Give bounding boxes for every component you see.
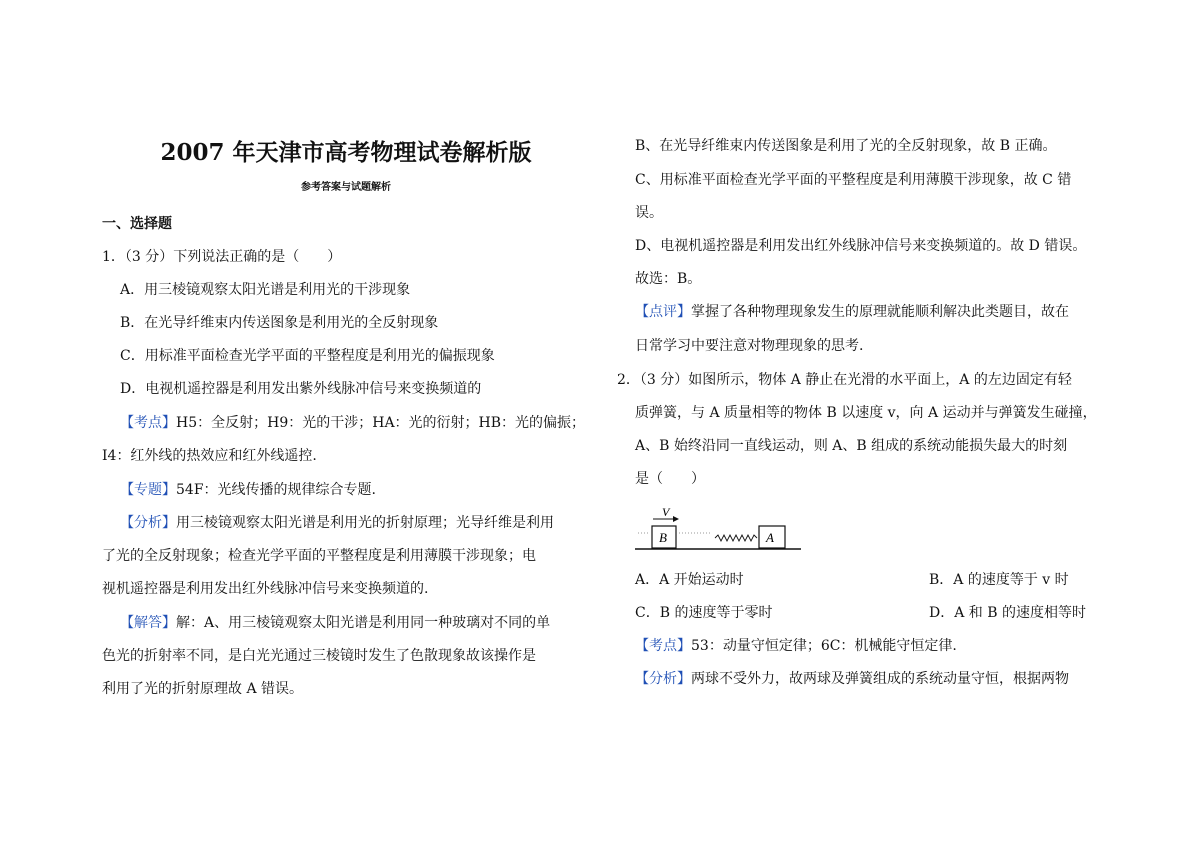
q1-jieda-l6: 误。 [635,205,663,221]
q2-stem-l4: 是（ ） [635,471,705,487]
q1-fenxi-l2: 了光的全反射现象；检查光学平面的平整程度是利用薄膜干涉现象；电 [102,548,536,564]
q2-option-b: B．A 的速度等于 v 时 [929,572,1069,588]
q2-fenxi-text: 两球不受外力，故两球及弹簧组成的系统动量守恒，根据两物 [691,671,1069,687]
fenxi-text: 用三棱镜观察太阳光谱是利用光的折射原理；光导纤维是利用 [176,515,554,531]
fenxi-tag: 【分析】 [120,515,176,531]
q1-fenxi [120,513,554,533]
q1-kaodian [120,413,585,433]
q1-jieda-l2: 色光的折射率不同，是白光光通过三棱镜时发生了色散现象故该操作是 [102,648,536,664]
q1-jieda [120,613,550,633]
q2-stem-l1: 2．（3 分）如图所示，物体 A 静止在光滑的水平面上，A 的左边固定有轻 [617,372,1072,388]
q1-jieda-l7: D、电视机遥控器是利用发出红外线脉冲信号来变换频道的。故 D 错误。 [635,238,1087,254]
q1-option-a: A．用三棱镜观察太阳光谱是利用光的干涉现象 [120,282,411,298]
q1-dianping-l2: 日常学习中要注意对物理现象的思考. [635,338,864,354]
q2-option-d: D．A 和 B 的速度相等时 [929,605,1086,621]
q2-figure [635,505,805,555]
dianping-tag: 【点评】 [635,304,691,320]
q1-kaodian-cont: I4：红外线的热效应和红外线遥控. [102,448,317,464]
q2-kaodian [635,636,957,656]
q2-stem-l3: A、B 始终沿同一直线运动，则 A、B 组成的系统动能损失最大的时刻 [635,438,1068,454]
section-heading: 一、选择题 [102,216,172,232]
dianping-text: 掌握了各种物理现象发生的原理就能顺利解决此类题目，故在 [691,304,1069,320]
jieda-text: 解：A、用三棱镜观察太阳光谱是利用同一种玻璃对不同的单 [176,615,551,631]
page-subtitle: 参考答案与试题解析 [301,182,391,193]
block-b-label: B [659,530,667,545]
zhuanti-tag: 【专题】 [120,482,176,498]
q1-dianping [635,302,1069,322]
page-title: 2007 年天津市高考物理试卷解析版 [160,139,532,166]
q1-jieda-l4: B、在光导纤维束内传送图象是利用了光的全反射现象，故 B 正确。 [635,138,1057,154]
block-a-label: A [766,530,774,545]
q2-stem-l2: 质弹簧，与 A 质量相等的物体 B 以速度 v，向 A 运动并与弹簧发生碰撞， [635,405,1097,421]
q2-option-c: C．B 的速度等于零时 [635,605,773,621]
q1-fenxi-l3: 视机遥控器是利用发出红外线脉冲信号来变换频道的. [102,581,429,597]
q2-option-a: A．A 开始运动时 [635,572,744,588]
q1-jieda-l3: 利用了光的折射原理故 A 错误。 [102,681,304,697]
q1-jieda-l5: C、用标准平面检查光学平面的平整程度是利用薄膜干涉现象，故 C 错 [635,172,1072,188]
q1-zhuanti [120,480,376,500]
kaodian-text: H5：全反射；H9：光的干涉；HA：光的衍射；HB：光的偏振； [176,415,586,431]
zhuanti-text: 54F：光线传播的规律综合专题. [176,482,376,498]
jieda-tag: 【解答】 [120,615,176,631]
q1-jieda-l8: 故选：B。 [635,271,702,287]
q2-fenxi [635,669,1069,689]
q2-kaodian-tag: 【考点】 [635,638,691,654]
q1-stem: 1．（3 分）下列说法正确的是（ ） [102,249,342,265]
q1-option-d: D．电视机遥控器是利用发出紫外线脉冲信号来变换频道的 [120,381,482,397]
q1-option-c: C．用标准平面检查光学平面的平整程度是利用光的偏振现象 [120,348,495,364]
velocity-arrowhead [673,516,679,522]
q2-kaodian-text: 53：动量守恒定律；6C：机械能守恒定律. [691,638,957,654]
q1-option-b: B．在光导纤维束内传送图象是利用光的全反射现象 [120,315,439,331]
spring [715,535,757,541]
q2-fenxi-tag: 【分析】 [635,671,691,687]
velocity-label: V [662,505,670,519]
kaodian-tag: 【考点】 [120,415,176,431]
